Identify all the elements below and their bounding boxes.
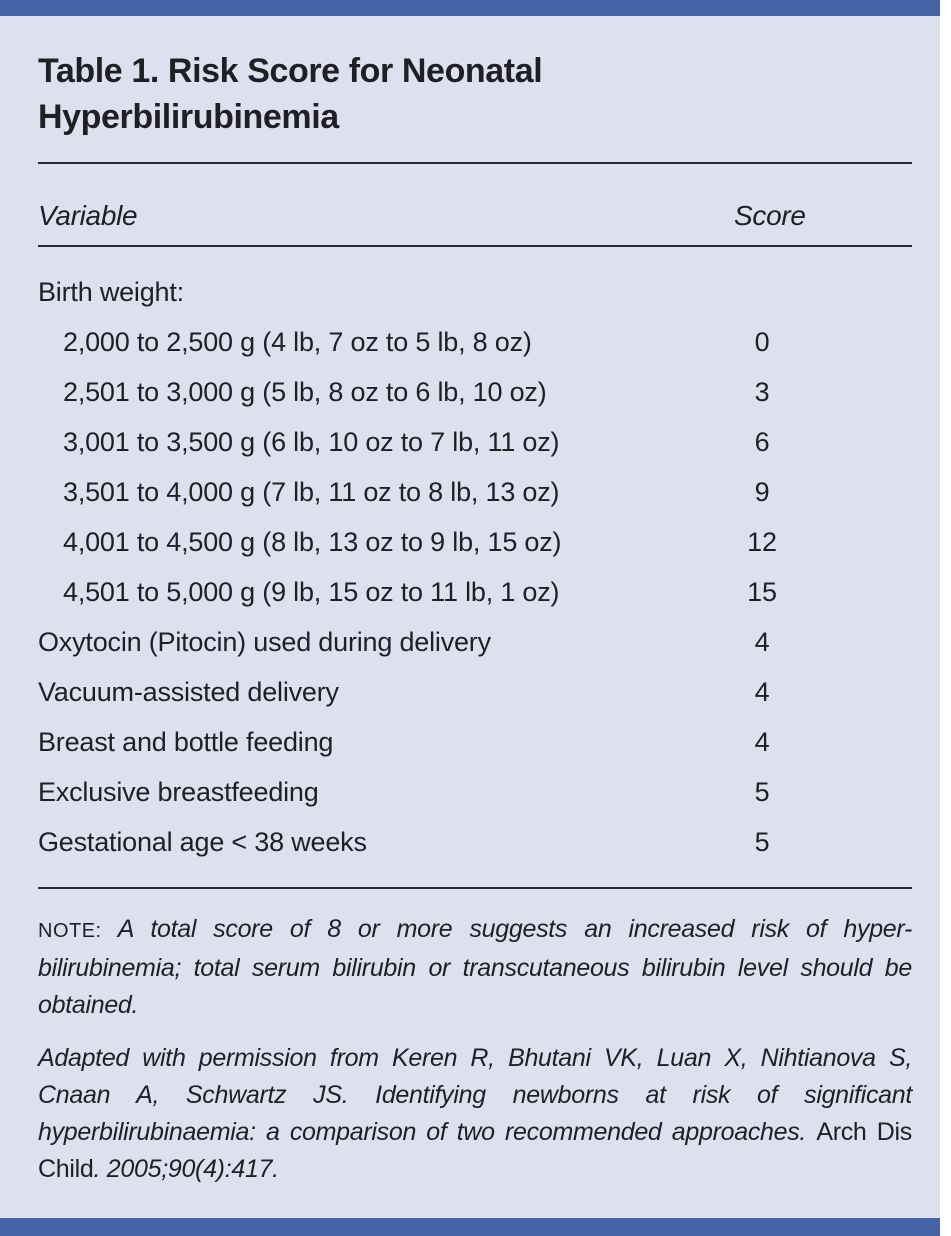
citation-text: Adapted with permission from Keren R, Bhutani VK, Luan X, Nihtianova S, Cnaan A, Schwartz JS. Identifying newborns at risk of significant hyperbilirubinaemia: a comparison of two recommended approaches. bbox=[38, 1044, 912, 1146]
title-line-1: Table 1. Risk Score for Neonatal bbox=[38, 52, 543, 90]
row-score: 4 bbox=[754, 627, 770, 657]
citation-journal: Arch Dis Child bbox=[38, 1118, 912, 1183]
row-variable: 2,000 to 2,500 g (4 lb, 7 oz to 5 lb, 8 oz) bbox=[63, 327, 532, 357]
table-row bbox=[38, 377, 912, 427]
row-variable: Exclusive breastfeeding bbox=[38, 777, 319, 807]
note-label: NOTE: bbox=[38, 920, 102, 942]
bottom-accent-bar bbox=[0, 1218, 940, 1236]
table-row bbox=[38, 727, 912, 777]
table-row bbox=[38, 277, 912, 327]
row-score: 6 bbox=[754, 427, 770, 457]
row-score: 4 bbox=[754, 727, 770, 757]
row-score: 9 bbox=[754, 477, 770, 507]
table-row bbox=[38, 627, 912, 677]
row-variable: 2,501 to 3,000 g (5 lb, 8 oz to 6 lb, 10 oz) bbox=[63, 377, 547, 407]
row-variable: Breast and bottle feeding bbox=[38, 727, 334, 757]
row-variable: Oxytocin (Pitocin) used during delivery bbox=[38, 627, 491, 657]
row-variable: 3,001 to 3,500 g (6 lb, 10 oz to 7 lb, 11 oz) bbox=[63, 427, 560, 457]
row-variable: Gestational age < 38 weeks bbox=[38, 827, 367, 857]
table-bottom-divider bbox=[38, 887, 912, 889]
row-score: 3 bbox=[754, 377, 770, 407]
header-divider bbox=[38, 245, 912, 247]
table-note bbox=[38, 911, 912, 1024]
column-header-score: Score bbox=[734, 200, 806, 231]
title-divider bbox=[38, 162, 912, 164]
row-score: 12 bbox=[747, 527, 777, 557]
top-accent-bar bbox=[0, 0, 940, 16]
row-variable: 4,501 to 5,000 g (9 lb, 15 oz to 11 lb, 1 oz) bbox=[63, 577, 560, 607]
table-row bbox=[38, 777, 912, 827]
note-text: A total score of 8 or more suggests an increased risk of hyper-bilirubinemia; total serum bilirubin or transcutaneous bilirubin level should be obtained. bbox=[38, 915, 913, 1019]
table-row bbox=[38, 327, 912, 377]
row-variable: Birth weight: bbox=[38, 277, 184, 307]
row-score: 5 bbox=[754, 827, 770, 857]
table-row bbox=[38, 827, 912, 877]
title-line-2: Hyperbilirubinemia bbox=[38, 98, 339, 136]
row-variable: 3,501 to 4,000 g (7 lb, 11 oz to 8 lb, 13 oz) bbox=[63, 477, 560, 507]
table-row bbox=[38, 677, 912, 727]
table-row bbox=[38, 427, 912, 477]
table-row bbox=[38, 527, 912, 577]
row-score: 5 bbox=[754, 777, 770, 807]
row-score: 15 bbox=[747, 577, 777, 607]
row-variable: Vacuum-assisted delivery bbox=[38, 677, 339, 707]
row-score: 4 bbox=[754, 677, 770, 707]
column-header-variable: Variable bbox=[38, 200, 138, 231]
table-row bbox=[38, 577, 912, 627]
table-title bbox=[38, 48, 542, 140]
citation-ref: . 2005;90(4):417. bbox=[93, 1155, 279, 1183]
citation bbox=[38, 1040, 912, 1188]
table-row bbox=[38, 477, 912, 527]
row-variable: 4,001 to 4,500 g (8 lb, 13 oz to 9 lb, 15 oz) bbox=[63, 527, 562, 557]
row-score: 0 bbox=[754, 327, 770, 357]
